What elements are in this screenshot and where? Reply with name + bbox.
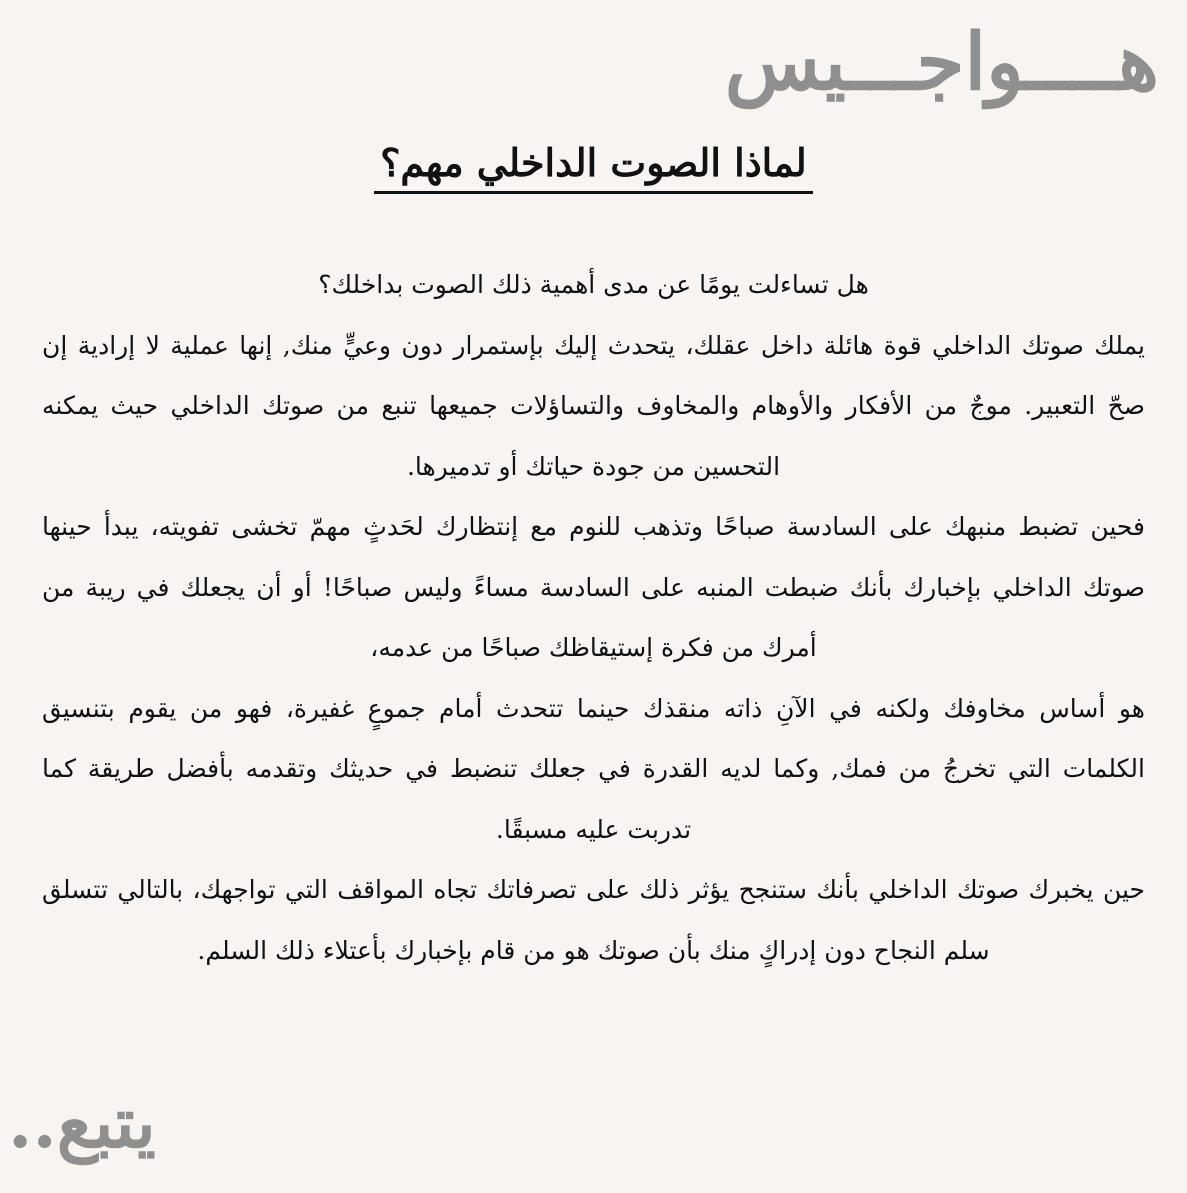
page-title-text: لماذا الصوت الداخلي مهم؟ bbox=[374, 138, 813, 194]
paragraph: حين يخبرك صوتك الداخلي بأنك ستنجح يؤثر ذلك على تصرفاتك تجاه المواقف التي تواجهك، بالتالي تتسلق سلم النجاح دون إدراكٍ منك بأن صوتك هو من قام بإخبارك بأعتلاء ذلك السلم. bbox=[42, 875, 1145, 965]
paragraph-intro: هل تساءلت يومًا عن مدى أهمية ذلك الصوت بداخلك؟ bbox=[318, 270, 869, 299]
paragraph: هو أساس مخاوفك ولكنه في الآنِ ذاته منقذك حينما تتحدث أمام جموعٍ غفيرة، فهو من يقوم بتنسيق الكلمات التي تخرجُ من فمك, وكما لديه القدرة في جعلك تنضبط في حديثك وتقدمه بأفضل طريقة كما تدربت عليه مسبقًا. bbox=[42, 693, 1145, 844]
paragraph: فحين تضبط منبهك على السادسة صباحًا وتذهب للنوم مع إنتظارك لحَدثٍ مهمّ تخشى تفويته، يبدأ حينها صوتك الداخلي بإخبارك بأنك ضبطت المنبه على السادسة مساءً وليس صباحًا! أو أن يجعلك في ريبة من أمرك من فكرة إستيقاظك صباحًا من عدمه، bbox=[42, 512, 1145, 662]
brand-logo-text: هــــواجـــيس bbox=[724, 17, 1159, 108]
to-be-continued-label: يتبع.. bbox=[8, 1081, 156, 1164]
article-body bbox=[42, 255, 1145, 981]
paragraph: يملك صوتك الداخلي قوة هائلة داخل عقلك، يتحدث إليك بإستمرار دون وعيٍّ منك, إنها عملية لا إرادية إن صحّ التعبير. موجٌ من الأفكار والأوهام والمخاوف والتساؤلات جميعها تنبع من صوتك الداخلي حيث يمكنه التحسين من جودة حياتك أو تدميرها. bbox=[42, 330, 1145, 481]
page-title bbox=[0, 138, 1187, 194]
